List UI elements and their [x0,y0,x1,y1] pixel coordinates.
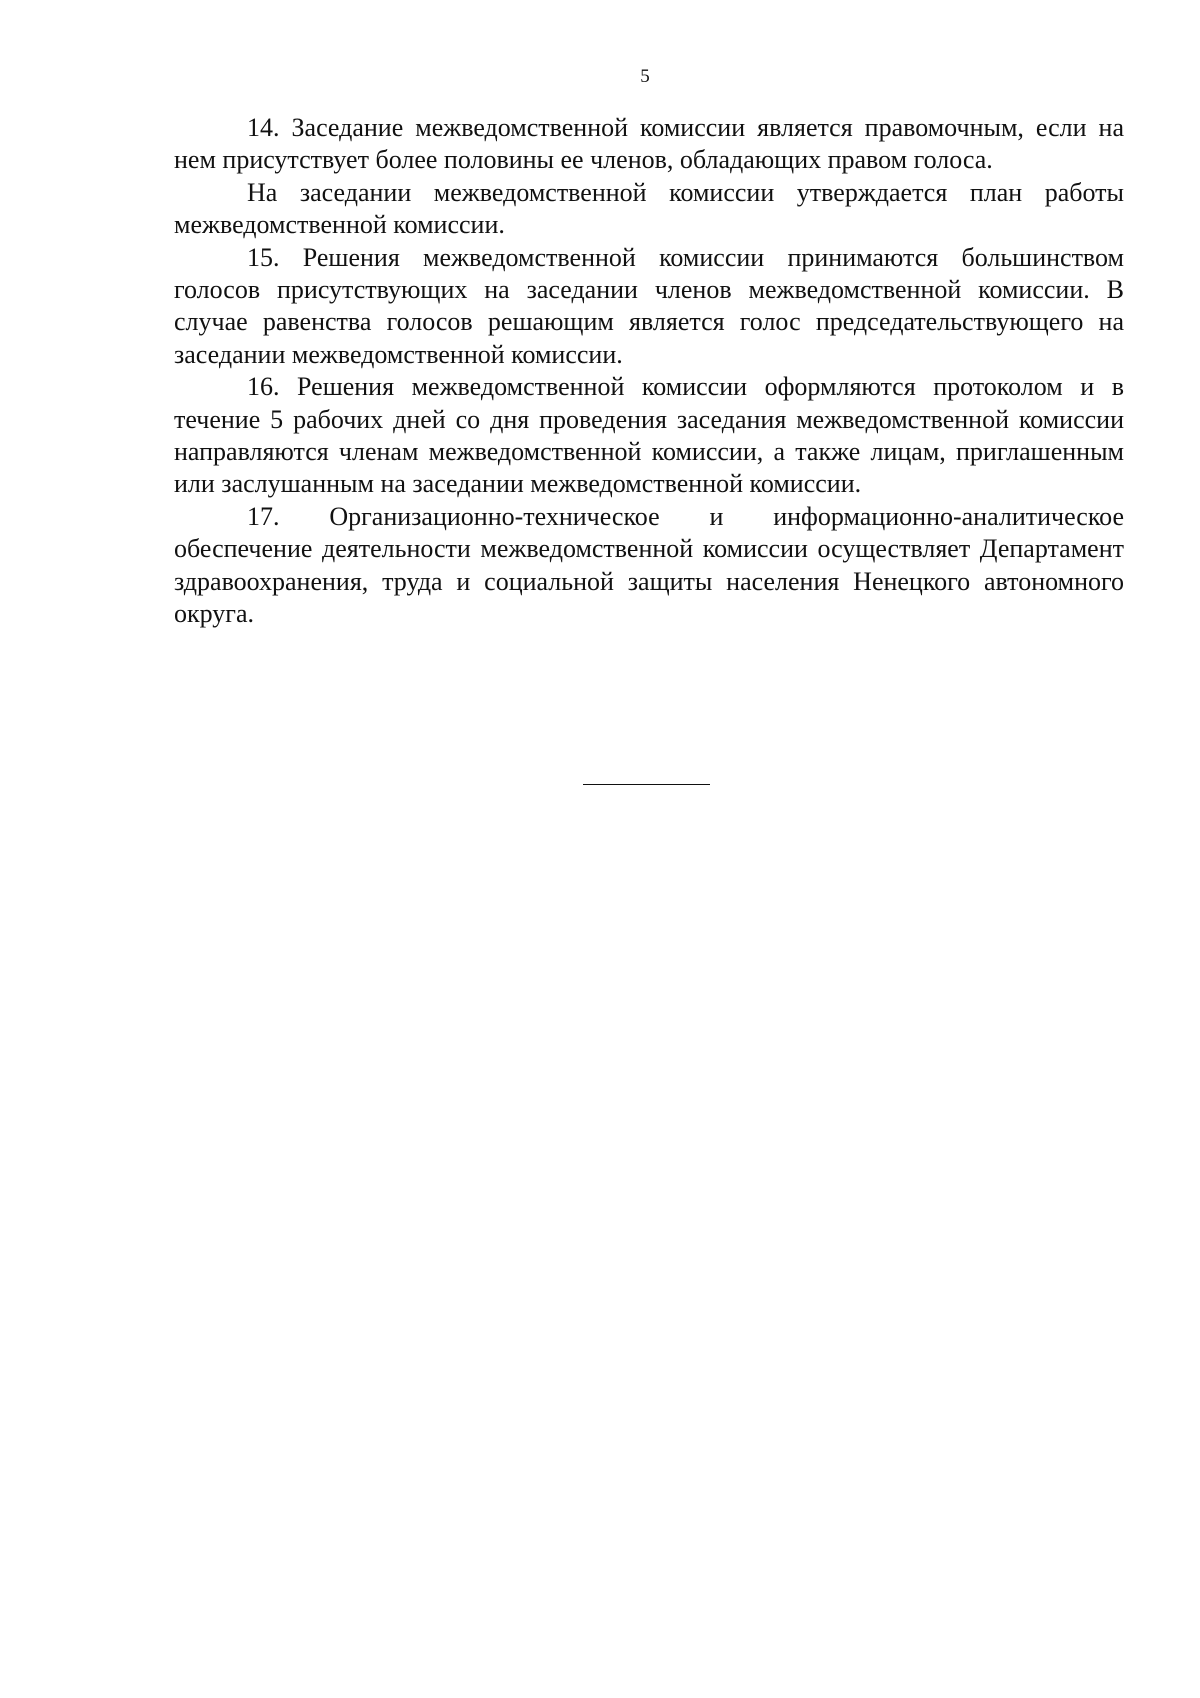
paragraph-16: 16. Решения межведомственной комиссии оформляются протоколом и в течение 5 рабочих дней со дня проведения заседания межведомственной комиссии направляются членам межведомственной комиссии, а также лицам, приглашенным или заслушанным на заседании межведомственной комиссии. [174,372,1124,499]
paragraph-17: 17. Организационно-техническое и информационно-аналитическое обеспечение деятельности межведомственной комиссии осуществляет Департамент здравоохранения, труда и социальной защиты населения Ненецкого автономного округа. [174,501,1124,629]
paragraph-14: 14. Заседание межведомственной комиссии является правомочным, если на нем присутствует более половины ее членов, обладающих правом голоса. [174,113,1124,175]
paragraph-15: 15. Решения межведомственной комиссии принимаются большинством голосов присутствующих на заседании членов межведомственной комиссии. В случае равенства голосов решающим является голос председательствующего на заседании межведомственной комиссии. [174,242,1124,369]
paragraph-14-plan: На заседании межведомственной комиссии утверждается план работы межведомственной комиссии. [174,177,1124,240]
document-body [174,112,1124,631]
closing-divider-line [583,784,710,785]
page-number: 5 [640,66,650,87]
